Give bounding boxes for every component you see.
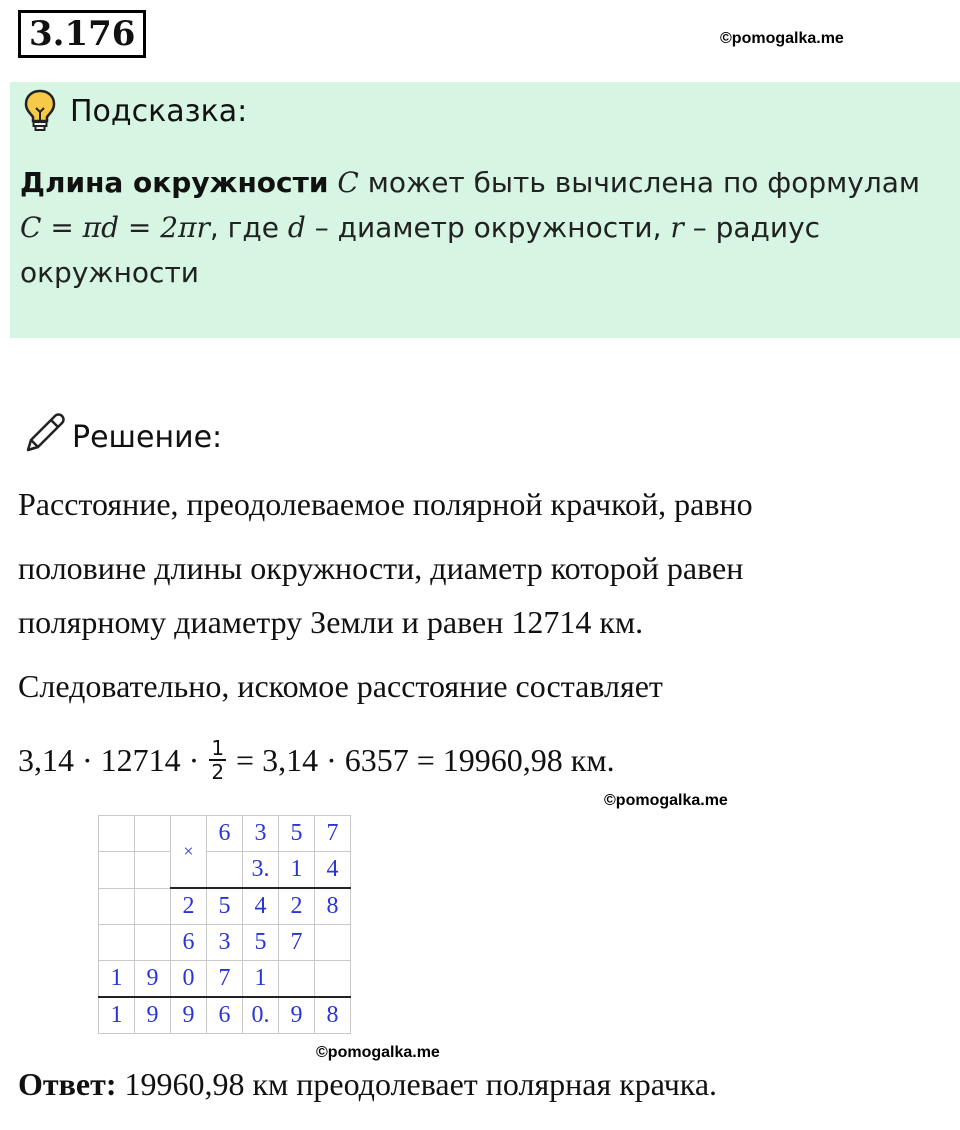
hint-term: Длина окружности [20,166,329,199]
grid-cell: 8 [315,888,351,925]
grid-cell: 1 [279,852,315,889]
grid-row [99,888,351,925]
watermark-middle: ©pomogalka.me [604,792,728,809]
solution-line-4: Следовательно, искомое расстояние составляет [18,668,663,704]
grid-cell [135,925,171,961]
grid-cell [315,925,351,961]
grid-cell: 9 [279,997,315,1034]
grid-cell: 3 [207,925,243,961]
multiplication-grid [98,815,351,1034]
hint-text-4: – радиус окружности [20,211,821,289]
watermark-top: ©pomogalka.me [720,30,844,47]
var-r: r [670,211,684,244]
grid-cell: 1 [243,961,279,998]
grid-cell: 7 [207,961,243,998]
grid-cell: 8 [315,997,351,1034]
var-d: d [287,211,306,244]
grid-cell: 1 [99,997,135,1034]
answer-label: Ответ: [18,1066,117,1102]
solution-line-1: Расстояние, преодолеваемое полярной крачкой, равно [18,486,753,522]
grid-cell: 3. [243,852,279,889]
answer-text: 19960,98 км преодолевает полярная крачка. [116,1066,718,1102]
grid-cell [135,816,171,852]
grid-cell: × [171,816,207,889]
var-c: C [337,166,359,199]
fraction-numerator: 1 [211,735,225,760]
solution-title: Решение: [72,420,223,455]
grid-cell: 9 [135,997,171,1034]
hint-text [20,160,950,295]
grid-row [99,816,351,852]
grid-cell: 4 [243,888,279,925]
grid-cell: 6 [171,925,207,961]
grid-cell: 0. [243,997,279,1034]
grid-cell [135,852,171,889]
solution-line-2: половине длины окружности, диаметр которой равен [18,550,744,586]
grid-cell [279,961,315,998]
grid-cell: 5 [207,888,243,925]
grid-cell [207,852,243,889]
grid-cell: 6 [207,816,243,852]
lightbulb-icon [22,88,58,132]
grid-cell: 9 [135,961,171,998]
grid-cell: 6 [207,997,243,1034]
calc-right: = 3,14 · 6357 = 19960,98 км. [236,742,615,778]
grid-row [99,852,351,889]
grid-cell: 4 [315,852,351,889]
hint-formula: C = πd = 2πr [20,211,210,244]
pencil-icon [22,410,68,456]
fraction-denominator: 2 [211,759,225,784]
grid-cell [99,925,135,961]
hint-text-3: – диаметр окружности, [305,211,671,244]
grid-cell: 7 [315,816,351,852]
watermark-bottom: ©pomogalka.me [316,1044,440,1061]
grid-cell: 5 [279,816,315,852]
grid-cell: 2 [279,888,315,925]
grid-cell: 1 [99,961,135,998]
hint-text-1: может быть вычислена по формулам [358,166,921,199]
grid-cell: 3 [243,816,279,852]
calculation-line [18,735,615,787]
fraction-half [209,737,226,783]
grid-cell: 2 [171,888,207,925]
problem-number: 3.176 [18,10,146,58]
grid-cell: 5 [243,925,279,961]
grid-cell: 0 [171,961,207,998]
grid-cell [99,888,135,925]
hint-title: Подсказка: [70,94,248,129]
grid-cell [135,888,171,925]
solution-line-3: полярному диаметру Земли и равен 12714 км. [18,604,644,640]
calc-left: 3,14 · 12714 · [18,742,200,778]
grid-cell [315,961,351,998]
grid-cell: 7 [279,925,315,961]
grid-row [99,925,351,961]
grid-cell [99,816,135,852]
hint-text-2: , где [209,211,288,244]
grid-row [99,961,351,998]
grid-cell: 9 [171,997,207,1034]
answer [18,1064,717,1104]
grid-cell [99,852,135,889]
grid-row [99,997,351,1034]
